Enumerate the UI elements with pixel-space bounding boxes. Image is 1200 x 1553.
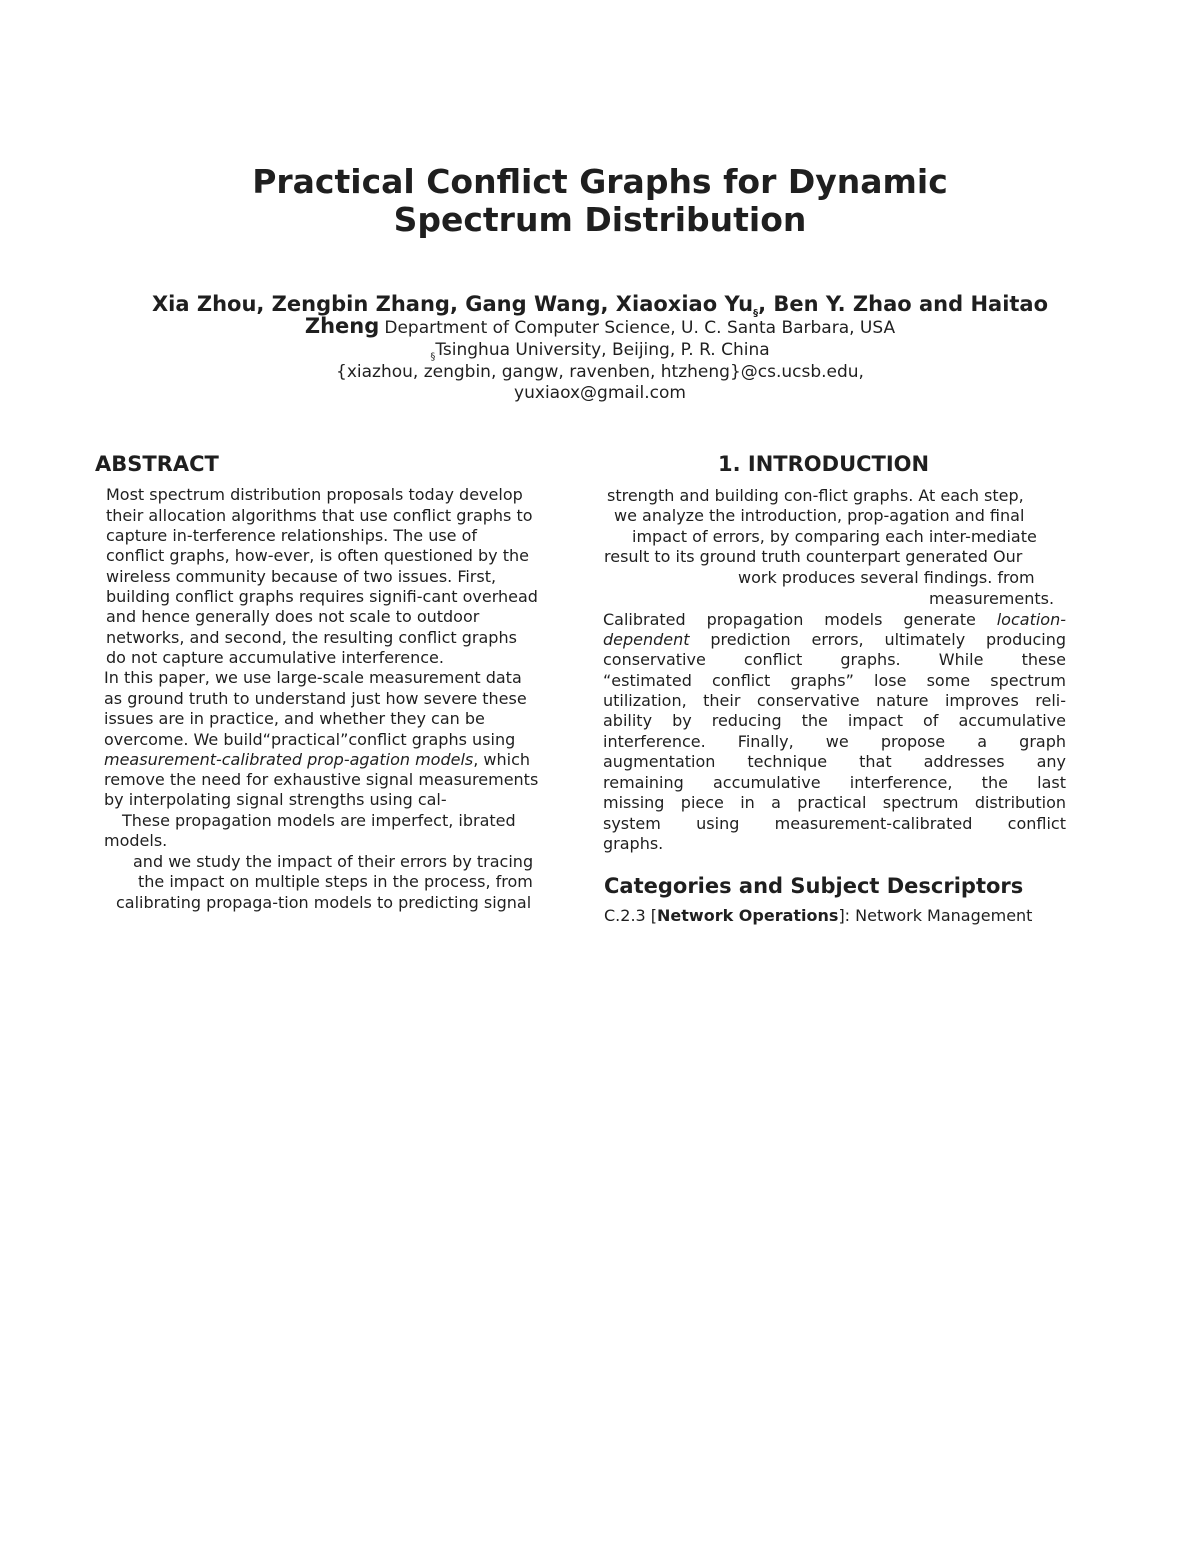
intro-line-head: Calibrated propagation models generate [603,610,976,629]
author-emails-2: yuxiaox@gmail.com [514,383,686,403]
abstract-line: overcome. We build“practical”conflict graphs using [104,730,516,749]
intro-line: we analyze the introduction, prop-agation and final [614,506,1025,525]
abstract-line: issues are in practice, and whether they can be [104,709,485,728]
abstract-line-tail: , which [473,750,531,769]
italic-term: location- [996,610,1066,629]
intro-line: work produces several findings. from [738,568,1035,587]
abstract-line: networks, and second, the resulting conflict graphs [106,628,517,647]
intro-line-emphasis [603,610,1066,631]
affiliation-mark: § [753,308,759,320]
intro-line: measurements. [929,589,1055,608]
paper-title [0,163,1200,239]
abstract-line: Most spectrum distribution proposals today develop [106,485,523,504]
abstract-heading: ABSTRACT [95,452,219,476]
abstract-line: calibrating propaga-tion models to predicting signal [116,893,532,912]
abstract-line: as ground truth to understand just how severe these [104,689,527,708]
affiliation-mark-2: § [430,351,436,363]
abstract-line-emphasis [104,750,530,771]
author-affiliation-line [0,314,1200,340]
categories-heading: Categories and Subject Descriptors [604,874,1024,898]
authors-line-1: Xia Zhou, Zengbin Zhang, Gang Wang, Xiaoxiao Yu [151,292,754,316]
abstract-line: by interpolating signal strengths using cal- [104,790,447,809]
category-subject: ]: Network Management [838,906,1033,925]
abstract-line: capture in-terference relationships. The use of [106,526,478,545]
italic-term: measurement-calibrated prop-agation models [104,750,474,769]
abstract-line: and hence generally does not scale to outdoor [106,607,480,626]
abstract-line: building conflict graphs requires signifi-cant overhead [106,587,538,606]
category-code: C.2.3 [ [604,906,658,925]
author-emails: {xiazhou, zengbin, gangw, ravenben, htzheng}@cs.ucsb.edu, [336,362,864,382]
intro-line: augmentation technique that addresses any [603,752,1066,771]
intro-line: ability by reducing the impact of accumulative [603,711,1066,730]
abstract-line: and we study the impact of their errors by tracing [133,852,534,871]
abstract-line: wireless community because of two issues. First, [106,567,497,586]
intro-line-tail: prediction errors, ultimately producing [710,630,1067,649]
intro-line: missing piece in a practical spectrum distribution [603,793,1066,812]
authors-line-1-end: , Ben Y. Zhao and Haitao [758,292,1049,316]
abstract-line: conflict graphs, how-ever, is often questioned by the [106,546,529,565]
abstract-line: do not capture accumulative interference. [106,648,444,667]
intro-line: remaining accumulative interference, the last [603,773,1066,792]
intro-line: impact of errors, by comparing each inter-mediate [632,527,1037,546]
abstract-line: These propagation models are imperfect, ibrated [122,811,516,830]
abstract-line: In this paper, we use large-scale measurement data [104,668,522,687]
intro-line: graphs. [603,834,664,853]
intro-line-emphasis-2 [603,630,1066,651]
intro-line: strength and building con-flict graphs. At each step, [607,486,1024,505]
affiliation-tsinghua-text: Tsinghua University, Beijing, P. R. China [435,340,770,360]
abstract-line: remove the need for exhaustive signal measurements [104,770,539,789]
intro-line: system using measurement-calibrated conflict [603,814,1066,833]
intro-line: interference. Finally, we propose a graph [603,732,1066,751]
title-line-2: Spectrum Distribution [393,200,807,239]
italic-term-2: dependent [603,630,690,649]
affiliation-ucsb: Department of Computer Science, U. C. Santa Barbara, USA [384,318,896,338]
intro-line: “estimated conflict graphs” lose some spectrum [603,671,1066,690]
category-name: Network Operations [657,906,839,925]
abstract-line: the impact on multiple steps in the process, from [138,872,533,891]
abstract-line: models. [104,831,168,850]
abstract-line: their allocation algorithms that use conflict graphs to [106,506,533,525]
intro-line: utilization, their conservative nature improves reli- [603,691,1066,710]
author-last-name: Zheng [304,314,380,338]
intro-line: conservative conflict graphs. While these [603,650,1066,669]
intro-line: result to its ground truth counterpart generated Our [604,547,1023,566]
introduction-heading: 1. INTRODUCTION [718,452,930,476]
category-descriptor [604,906,1032,925]
title-line-1: Practical Conflict Graphs for Dynamic [252,162,948,201]
